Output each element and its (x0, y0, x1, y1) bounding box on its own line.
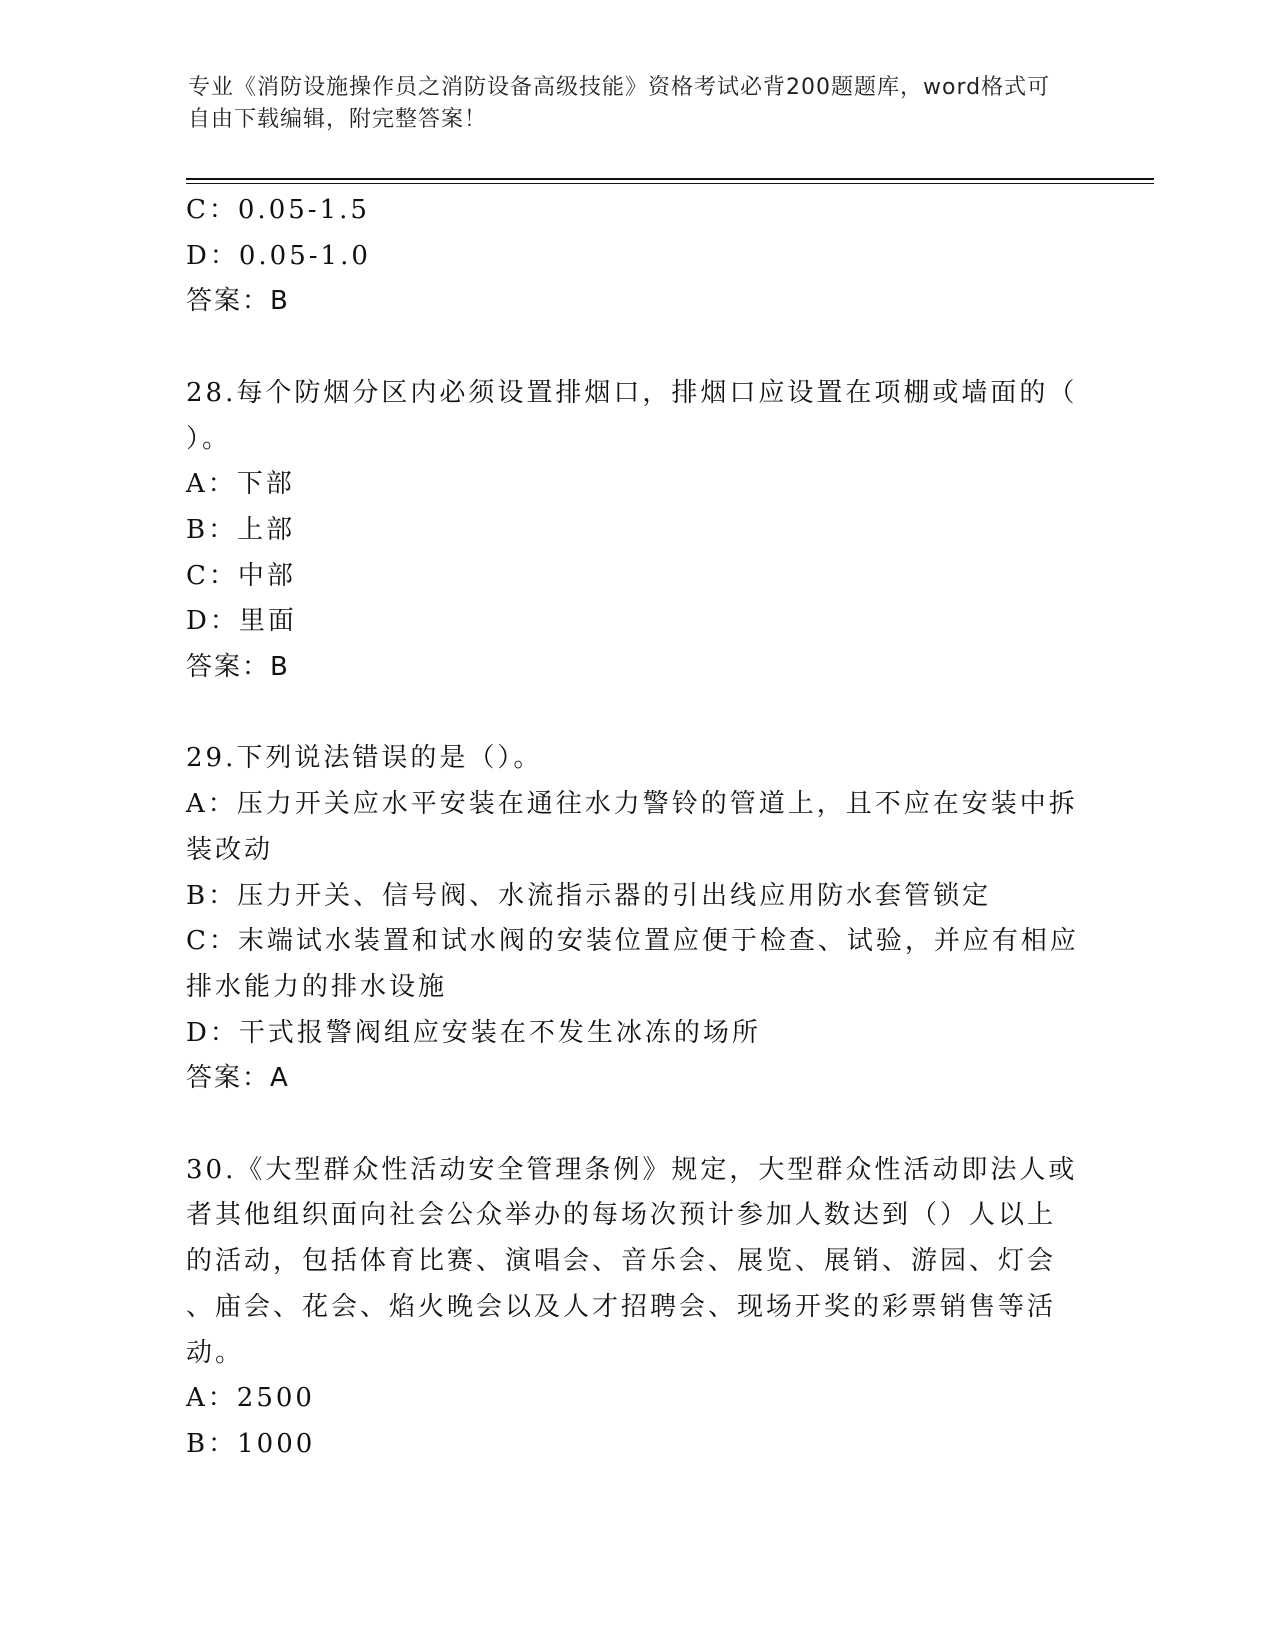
spacer (186, 1102, 1076, 1148)
question-list (186, 188, 1079, 1468)
question-stem: 28.每个防烟分区内必须设置排烟口，排烟口应设置在项棚或墙面的（ (186, 377, 1078, 408)
question-28 (186, 371, 1076, 691)
option-a: A：下部 (186, 469, 295, 500)
option-d: D：0.05-1.0 (186, 240, 371, 271)
spacer (186, 691, 1076, 737)
option-d: D：里面 (186, 606, 297, 637)
question-27-tail (186, 188, 1076, 325)
header-title: 专业《消防设施操作员之消防设备高级技能》资格考试必背200题题库，word格式可自由下载编辑，附完整答案！ (188, 75, 1051, 132)
question-stem-cont: 动。 (186, 1337, 245, 1368)
question-29 (186, 736, 1079, 1102)
question-stem-cont: ）。 (186, 423, 232, 454)
answer-label: 答案：B (186, 286, 290, 317)
option-d: D：干式报警阀组应安装在不发生冰冻的场所 (186, 1017, 761, 1048)
header-rule-thick (186, 178, 1154, 180)
question-stem-cont: 者其他组织面向社会公众举办的每场次预计参加人数达到（）人以上 (186, 1200, 1057, 1231)
question-stem-cont: 的活动，包括体育比赛、演唱会、音乐会、展览、展销、游园、灯会 (186, 1246, 1057, 1277)
question-stem-cont: 、庙会、花会、焰火晚会以及人才招聘会、现场开奖的彩票销售等活 (186, 1291, 1057, 1322)
option-a: A：2500 (186, 1383, 315, 1414)
spacer (186, 325, 1076, 371)
option-b: B：1000 (186, 1428, 316, 1459)
option-c-cont: 排水能力的排水设施 (186, 971, 448, 1002)
option-a-cont: 装改动 (186, 834, 274, 865)
answer-label: 答案：A (186, 1063, 290, 1094)
answer-label: 答案：B (186, 652, 290, 683)
question-stem: 30.《大型群众性活动安全管理条例》规定，大型群众性活动即法人或 (186, 1154, 1078, 1185)
question-stem: 29.下列说法错误的是（）。 (186, 743, 543, 774)
document-header (188, 72, 1068, 136)
option-b: B：上部 (186, 514, 296, 545)
header-rule-thin (186, 183, 1154, 184)
option-c: C：中部 (186, 560, 296, 591)
question-30 (186, 1148, 1076, 1468)
option-c: C：末端试水装置和试水阀的安装位置应便于检查、试验，并应有相应 (186, 926, 1079, 957)
option-b: B：压力开关、信号阀、水流指示器的引出线应用防水套管锁定 (186, 880, 992, 911)
option-a: A：压力开关应水平安装在通往水力警铃的管道上，且不应在安装中拆 (186, 789, 1078, 820)
option-c: C：0.05-1.5 (186, 195, 370, 225)
